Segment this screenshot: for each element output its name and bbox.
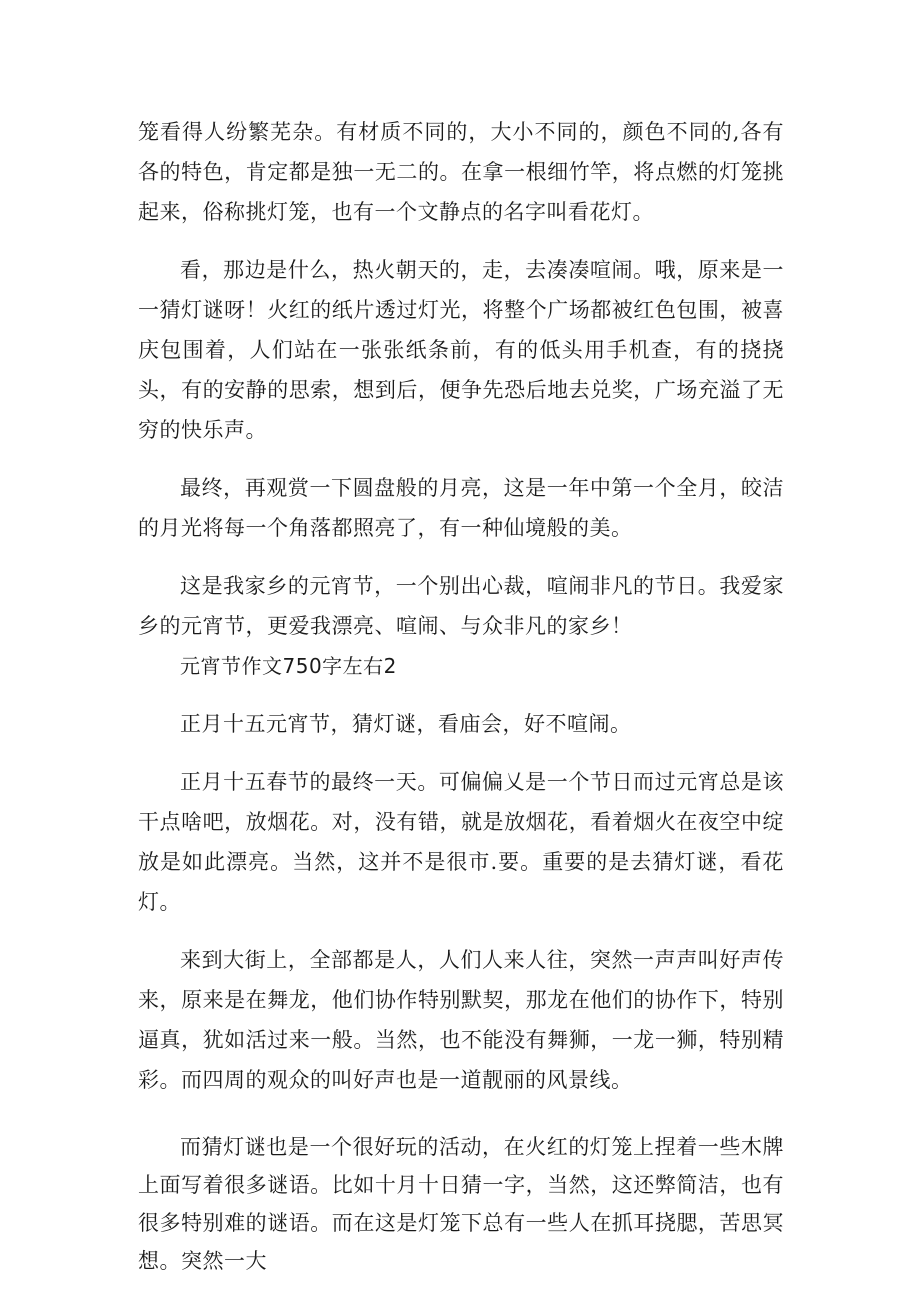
paragraph-full-moon: 最终，再观赏一下圆盘般的月亮，这是一年中第一个全月，皎洁的月光将每一个角落都照亮了，有一种仙境般的美。 <box>138 476 784 540</box>
paragraph-hometown-festival: 这是我家乡的元宵节，一个别出心裁，喧闹非凡的节日。我爱家乡的元宵节，更爱我漂亮、喧闹、与众非凡的家乡！ <box>138 574 784 638</box>
document-page <box>138 112 784 1280</box>
paragraph-lantern-riddles: 而猜灯谜也是一个很好玩的活动，在火红的灯笼上捏着一些木牌上面写着很多谜语。比如十月十日猜一字，当然，这还弊简洁，也有很多特别难的谜语。而在这是灯笼下总有一些人在抓耳挠腮，苦思冥想。突然一大 <box>138 1135 784 1273</box>
paragraph-lantern-variety: 笼看得人纷繁芜杂。有材质不同的，大小不同的，颜色不同的,各有各的特色，肯定都是独一无二的。在拿一根细竹竿，将点燃的灯笼挑起来，俗称挑灯笼，也有一个文静点的名字叫看花灯。 <box>138 120 784 224</box>
paragraph-fireworks: 正月十五春节的最终一天。可偏偏乂是一个节日而过元宵总是该干点啥吧，放烟花。对，没有错，就是放烟花，看着烟火在夜空中绽放是如此漂亮。当然，这并不是很市.要。重要的是去猜灯谜，看花灯。 <box>138 770 784 914</box>
paragraph-riddle-crowd: 看，那边是什么，热火朝天的，走，去凑凑喧闹。哦，原来是一一猜灯谜呀！火红的纸片透过灯光，将整个广场都被红色包围，被喜庆包围着，人们站在一张张纸条前，有的低头用手机查，有的挠挠头，有的安静的思索，想到后，便争先恐后地去兑奖，广场充溢了无穷的快乐声。 <box>138 258 784 442</box>
paragraph-lantern-festival-intro: 正月十五元宵节，猜灯谜，看庙会，好不喧闹。 <box>180 712 632 736</box>
paragraph-dragon-dance: 来到大街上，全部都是人，人们人来人往，突然一声声叫好声传来，原来是在舞龙，他们协作特别默契，那龙在他们的协作下，特别逼真，犹如活过来一般。当然，也不能没有舞狮，一龙一狮，特别精彩。而四周的观众的叫好声也是一道靓丽的风景线。 <box>138 948 784 1092</box>
essay-heading: 元宵节作文750字左右2 <box>180 654 397 678</box>
